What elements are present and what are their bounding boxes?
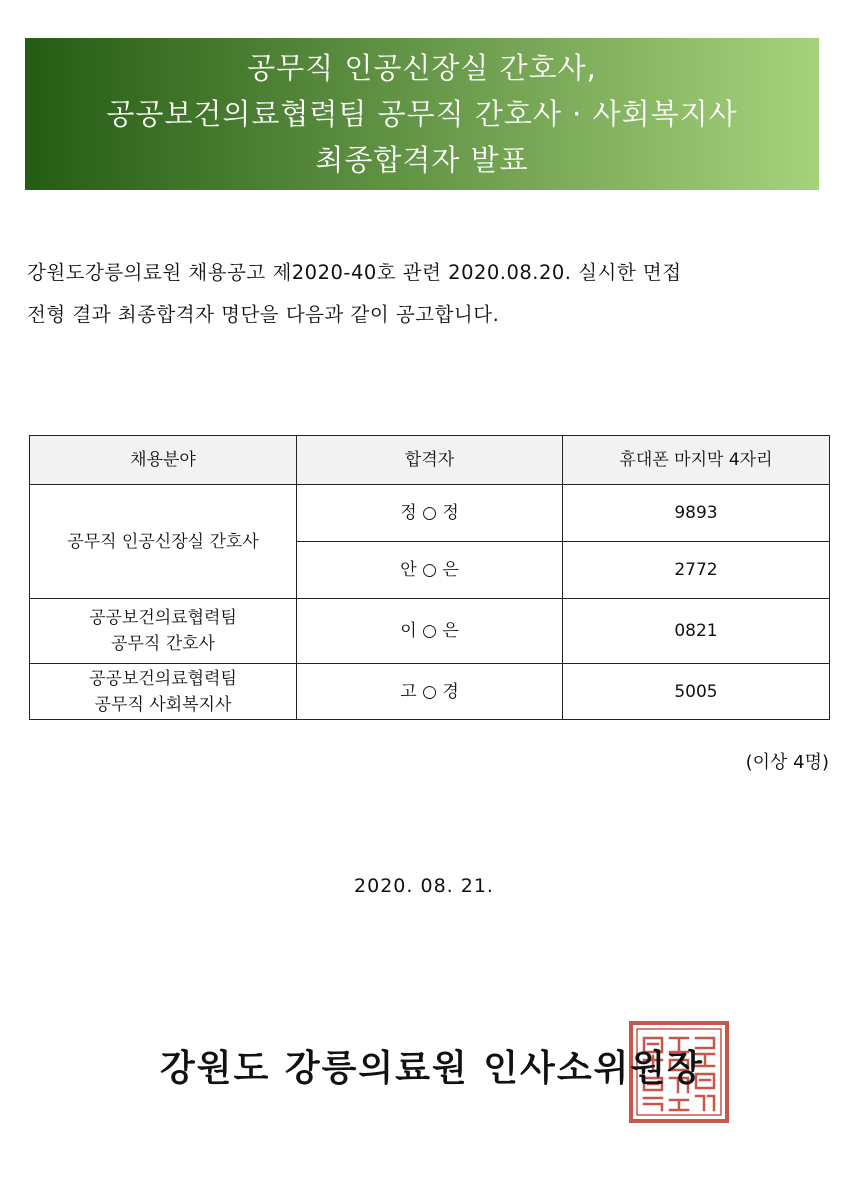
announcement-date: 2020. 08. 21. [354, 875, 494, 897]
header-phone: 휴대폰 마지막 4자리 [563, 436, 830, 485]
name-cell: 안 ○ 은 [297, 542, 563, 599]
name-cell: 정 ○ 정 [297, 485, 563, 542]
intro-line-2: 전형 결과 최종합격자 명단을 다음과 같이 공고합니다. [27, 303, 500, 326]
name-cell: 이 ○ 은 [297, 599, 563, 664]
total-count: (이상 4명) [745, 752, 829, 773]
title-line-2: 공공보건의료협력팀 공무직 간호사 · 사회복지사 [106, 97, 738, 131]
table-row [30, 664, 830, 720]
table-row [30, 599, 830, 664]
name-cell: 고 ○ 경 [297, 664, 563, 720]
field-cell [30, 599, 297, 664]
phone-cell: 2772 [563, 542, 830, 599]
field-cell [30, 664, 297, 720]
title-line-3: 최종합격자 발표 [315, 143, 529, 177]
table-row [30, 485, 830, 542]
phone-cell: 0821 [563, 599, 830, 664]
field-label: 공공보건의료협력팀 [89, 668, 237, 689]
header-field: 채용분야 [30, 436, 297, 485]
field-label: 공공보건의료협력팀 [89, 608, 237, 628]
field-label: 공무직 인공신장실 간호사 [67, 531, 259, 552]
table-header-row [30, 436, 830, 485]
field-cell [30, 485, 297, 599]
intro-paragraph [27, 252, 827, 336]
field-label: 공무직 간호사 [111, 634, 215, 654]
field-label: 공무직 사회복지사 [94, 694, 232, 715]
title-banner [25, 38, 819, 190]
header-name: 합격자 [297, 436, 563, 485]
phone-cell: 9893 [563, 485, 830, 542]
phone-cell: 5005 [563, 664, 830, 720]
issuer-signature: 강원도 강릉의료원 인사소위원장 [160, 1048, 704, 1089]
intro-line-1: 강원도강릉의료원 채용공고 제2020-40호 관련 2020.08.20. 실시한 면접 [27, 261, 682, 284]
results-table [29, 435, 830, 720]
title-line-1: 공무직 인공신장실 간호사, [247, 51, 597, 85]
